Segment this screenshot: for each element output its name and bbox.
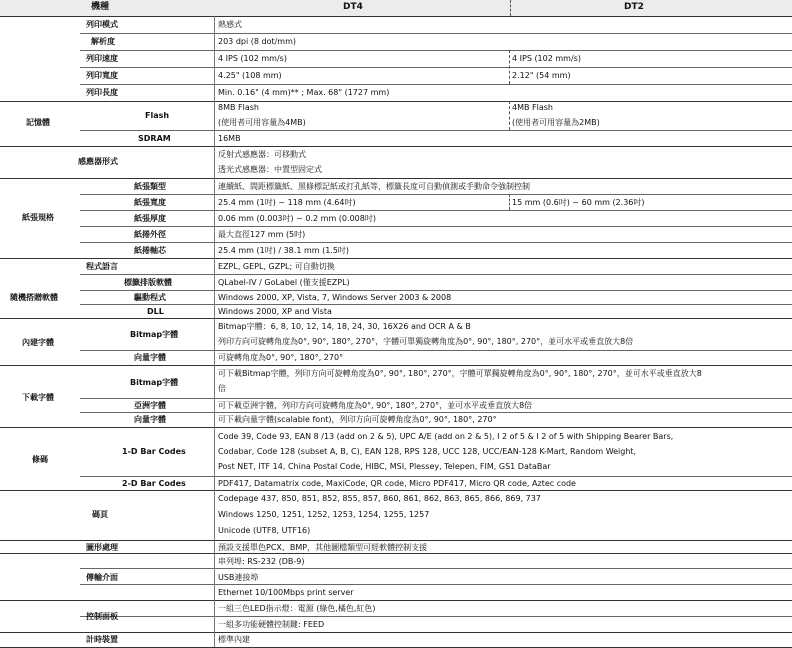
1d-barcode-line1: Code 39, Code 93, EAN 8 /13 (add on 2 & 5), UPC A/E (add on 2 & 5), I 2 of 5 & I 2 of 5 with Shipping Bearer Bars, (218, 432, 674, 441)
divider (0, 540, 792, 541)
table-header (0, 0, 792, 16)
2d-barcode-label: 2-D Bar Codes (122, 479, 186, 488)
sdram-value: 16MB (218, 134, 241, 143)
divider (80, 398, 792, 399)
paper-width-dt2: 15 mm (0.6吋) ~ 60 mm (2.36吋) (512, 198, 645, 207)
divider (0, 632, 792, 633)
flash-dt2-1: 4MB Flash (512, 103, 553, 112)
rtc-value: 標準內建 (218, 635, 250, 644)
divider (80, 350, 792, 351)
length-value: Min. 0.16" (4 mm)** ; Max. 68" (1727 mm) (218, 88, 390, 97)
panel-line2: 一組多功能硬體控制鍵: FEED (218, 620, 325, 629)
interface-label: 傳輸介面 (86, 573, 118, 582)
builtin-vector-value: 可旋轉角度為0°, 90°, 180°, 270° (218, 353, 344, 362)
speed-dt4: 4 IPS (102 mm/s) (218, 54, 287, 63)
panel-line1: 一組三色LED指示燈：電源 (綠色,橘色,紅色) (218, 604, 376, 613)
speed-label: 列印速度 (86, 54, 118, 63)
flash-label: Flash (145, 111, 170, 120)
interface-line3: Ethernet 10/100Mbps print server (218, 588, 354, 597)
memory-label: 記憶體 (26, 118, 50, 127)
divider (80, 84, 792, 85)
panel-label: 控制面板 (86, 612, 118, 621)
asian-font-label: 亞洲字體 (134, 401, 166, 410)
flash-dt2-2: (使用者可用容量為2MB) (512, 118, 600, 127)
divider (80, 33, 792, 34)
roll-core-value: 25.4 mm (1吋) / 38.1 mm (1.5吋) (218, 246, 350, 255)
codepage-label: 碼頁 (92, 510, 108, 519)
sensor-line2: 透光式感應器：中置型固定式 (218, 165, 322, 174)
download-bitmap-line1: 可下載Bitmap字體，列印方向可旋轉角度為0°, 90°, 180°, 270°，字體可單獨旋轉角度為0°, 90°, 180°, 270°，並可水平或垂直放大8 (218, 369, 702, 378)
download-vector-label: 向量字體 (134, 415, 166, 424)
divider (80, 194, 792, 195)
paper-thickness-value: 0.06 mm (0.003吋) ~ 0.2 mm (0.008吋) (218, 214, 376, 223)
dt2-divider (509, 50, 510, 84)
width-dt2: 2.12" (54 mm) (512, 71, 571, 80)
divider (80, 412, 792, 413)
divider (80, 290, 792, 291)
builtin-font-label: 內建字體 (22, 338, 54, 347)
divider (80, 67, 792, 68)
divider (0, 490, 792, 491)
flash-dt4-1: 8MB Flash (218, 103, 259, 112)
download-bitmap-label: Bitmap字體 (130, 378, 179, 387)
model-column-label: 機種 (91, 2, 110, 12)
dt2-column-label: DT2 (624, 2, 644, 12)
header-divider (510, 0, 511, 16)
download-bitmap-line2: 倍 (218, 384, 226, 393)
divider (80, 476, 792, 477)
driver-value: Windows 2000, XP, Vista, 7, Windows Server 2003 & 2008 (218, 293, 452, 302)
graphics-label: 圖形處理 (86, 543, 118, 552)
paper-type-label: 紙張類型 (134, 182, 166, 191)
builtin-vector-label: 向量字體 (134, 353, 166, 362)
divider (0, 553, 792, 554)
interface-line2: USB連接埠 (218, 573, 259, 582)
roll-od-value: 最大直徑127 mm (5吋) (218, 230, 306, 239)
driver-label: 驅動程式 (134, 293, 166, 302)
dt2-divider (509, 101, 510, 130)
length-label: 列印長度 (86, 88, 118, 97)
divider (0, 600, 792, 601)
dll-label: DLL (147, 307, 164, 316)
builtin-bitmap-label: Bitmap字體 (130, 330, 179, 339)
builtin-bitmap-line1: Bitmap字體：6, 8, 10, 12, 14, 18, 24, 30, 16X26 and OCR A & B (218, 322, 471, 331)
roll-od-label: 紙捲外徑 (134, 230, 166, 239)
divider (80, 274, 792, 275)
resolution-value: 203 dpi (8 dot/mm) (218, 37, 296, 46)
codepage-line3: Unicode (UTF8, UTF16) (218, 526, 311, 535)
2d-barcode-value: PDF417, Datamatrix code, MaxiCode, QR code, Micro PDF417, Micro QR code, Aztec code (218, 479, 576, 488)
1d-barcode-label: 1-D Bar Codes (122, 447, 186, 456)
dt4-column-label: DT4 (343, 2, 363, 12)
label-software-value: QLabel-IV / GoLabel (僅支援EZPL) (218, 278, 350, 287)
width-label: 列印寬度 (86, 71, 118, 80)
language-value: EZPL, GEPL, GZPL; 可自動切換 (218, 262, 335, 271)
graphics-value: 預設支援單色PCX、BMP，其他圖檔類型可經軟體控制支援 (218, 543, 428, 552)
divider (80, 584, 792, 585)
sdram-label: SDRAM (138, 134, 171, 143)
download-vector-value: 可下載向量字體(scalable font)，列印方向可旋轉角度為0°, 90°, 180°, 270° (218, 415, 497, 424)
dll-value: Windows 2000, XP and Vista (218, 307, 332, 316)
divider (0, 101, 792, 102)
paper-thickness-label: 紙張厚度 (134, 214, 166, 223)
paper-label: 紙張規格 (22, 213, 54, 222)
divider (0, 365, 792, 366)
divider (0, 146, 792, 147)
sensor-line1: 反射式感應器：可移動式 (218, 150, 306, 159)
1d-barcode-line3: Post NET, ITF 14, China Postal Code, HIBC, MSI, Plessey, Telepen, FIM, GS1 DataBar (218, 462, 551, 471)
roll-core-label: 紙捲軸芯 (134, 246, 166, 255)
software-label: 隨機搭贈軟體 (10, 293, 58, 302)
speed-dt2: 4 IPS (102 mm/s) (512, 54, 581, 63)
paper-type-value: 連續紙、間距標籤紙、黑條標記紙或打孔紙等，標籤長度可自動偵測或手動命令強制控制 (218, 182, 530, 191)
divider (0, 258, 792, 259)
barcode-label: 條碼 (32, 455, 48, 464)
codepage-line1: Codepage 437, 850, 851, 852, 855, 857, 860, 861, 862, 863, 865, 866, 869, 737 (218, 494, 541, 503)
asian-font-value: 可下載亞洲字體，列印方向可旋轉角度為0°, 90°, 180°, 270°，並可水平或垂直放大8倍 (218, 401, 533, 410)
paper-width-dt4: 25.4 mm (1吋) ~ 118 mm (4.64吋) (218, 198, 356, 207)
divider (80, 226, 792, 227)
divider (80, 616, 792, 617)
language-label: 程式語言 (86, 262, 118, 271)
paper-width-label: 紙張寬度 (134, 198, 166, 207)
interface-line1: 串列埠: RS-232 (DB-9) (218, 557, 305, 566)
1d-barcode-line2: Codabar, Code 128 (subset A, B, C), EAN 128, RPS 128, UCC 128, UCC/EAN-128 K-Mart, Random Weight, (218, 447, 637, 456)
builtin-bitmap-line2: 列印方向可旋轉角度為0°, 90°, 180°, 270°，字體可單獨旋轉角度為0°, 90°, 180°, 270°，並可水平或垂直放大8倍 (218, 337, 634, 346)
divider (0, 178, 792, 179)
sensor-label: 感應器形式 (78, 157, 118, 166)
divider (80, 210, 792, 211)
label-software-label: 標籤排版軟體 (124, 278, 172, 287)
divider (80, 568, 792, 569)
divider (80, 130, 792, 131)
divider (0, 16, 792, 17)
codepage-line2: Windows 1250, 1251, 1252, 1253, 1254, 1255, 1257 (218, 510, 430, 519)
divider (80, 242, 792, 243)
resolution-label: 解析度 (91, 37, 115, 46)
width-dt4: 4.25" (108 mm) (218, 71, 282, 80)
divider (80, 50, 792, 51)
divider (0, 427, 792, 428)
divider (0, 318, 792, 319)
print-mode-value: 熱感式 (218, 20, 242, 29)
divider (80, 304, 792, 305)
rtc-label: 計時裝置 (86, 635, 118, 644)
download-font-label: 下載字體 (22, 393, 54, 402)
column-divider (214, 16, 215, 647)
flash-dt4-2: (使用者可用容量為4MB) (218, 118, 306, 127)
print-mode-label: 列印模式 (86, 20, 118, 29)
dt2-divider (509, 194, 510, 210)
